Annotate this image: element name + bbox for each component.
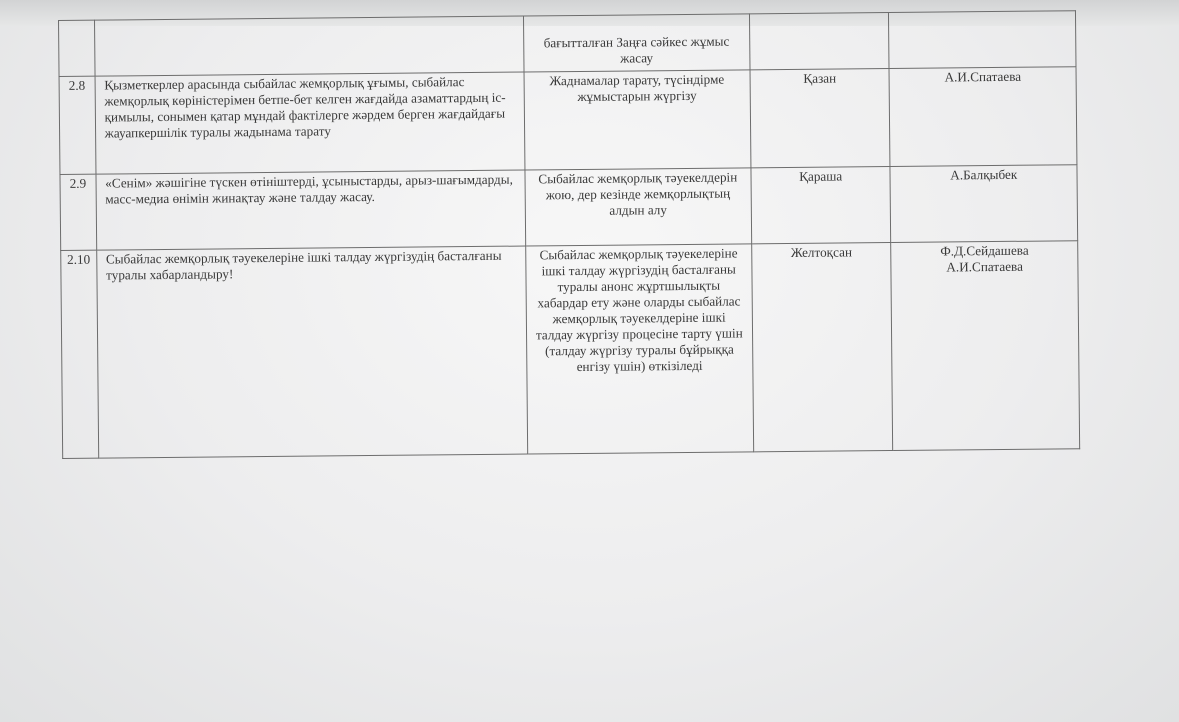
deadline-cell	[749, 13, 889, 70]
table-row	[60, 165, 1078, 251]
completion-form-cell: Сыбайлас жемқорлық тәуекелдерін жою, дер кезінде жемқорлықтың алдын алу	[525, 168, 752, 246]
completion-form-cell: Сыбайлас жемқорлық тәуекелеріне ішкі талдау жүргізудің басталғаны туралы анонс жұртшылықты хабардар ету және оларды сыбайлас жемқорлық тәуекелдеріне ішкі талдау жүргізу процесіне тарту үшін (талдау жүргізу туралы бұйрыққа енгізу үшін) өткізіледі	[525, 244, 753, 454]
responsible-person: А.И.Спатаева	[946, 258, 1023, 275]
deadline-cell: Қараша	[751, 167, 891, 244]
responsible-person: А.Балқыбек	[950, 166, 1018, 183]
responsible-cell	[889, 11, 1076, 69]
deadline-cell: Қазан	[750, 69, 891, 168]
row-number-cell: 2.10	[61, 250, 99, 458]
completion-form-cell: бағытталған Заңға сәйкес жұмыс жасау	[523, 14, 750, 72]
deadline-cell: Желтоқсан	[752, 243, 894, 452]
row-number-cell	[59, 20, 95, 76]
row-number-cell: 2.8	[59, 76, 96, 174]
task-cell: Сыбайлас жемқорлық тәуекелеріне ішкі талдау жүргізудің басталғаны туралы хабарландыру!	[96, 246, 527, 458]
responsible-person: Ф.Д.Сейдашева	[940, 242, 1029, 259]
table-row	[59, 67, 1077, 175]
responsible-person: А.И.Спатаева	[944, 68, 1022, 85]
task-cell: Қызметкерлер арасында сыбайлас жемқорлық ұғымы, сыбайлас жемқорлық көріністерімен бетпе-бет келген жағдайда азаматтардың іс-қимылы, сонымен қатар мұндай фактілерге жәрдем берген жағдайдағы жауапкершілік туралы жадынама тарату	[95, 72, 525, 174]
action-plan-table	[58, 10, 1080, 459]
table-row	[61, 241, 1080, 459]
row-number-cell: 2.9	[60, 174, 96, 250]
responsible-cell	[891, 241, 1080, 451]
responsible-cell	[890, 165, 1077, 243]
completion-form-cell: Жаднамалар тарату, түсіндірме жұмыстарын жүргізу	[524, 70, 751, 170]
task-cell: «Сенім» жәшігіне түскен өтініштерді, ұсыныстарды, арыз-шағымдарды, масс-медиа өнімін жинақтау және талдау жасау.	[96, 170, 526, 250]
task-cell	[94, 16, 524, 76]
table-row-continuation	[59, 11, 1076, 77]
responsible-cell	[889, 67, 1076, 167]
